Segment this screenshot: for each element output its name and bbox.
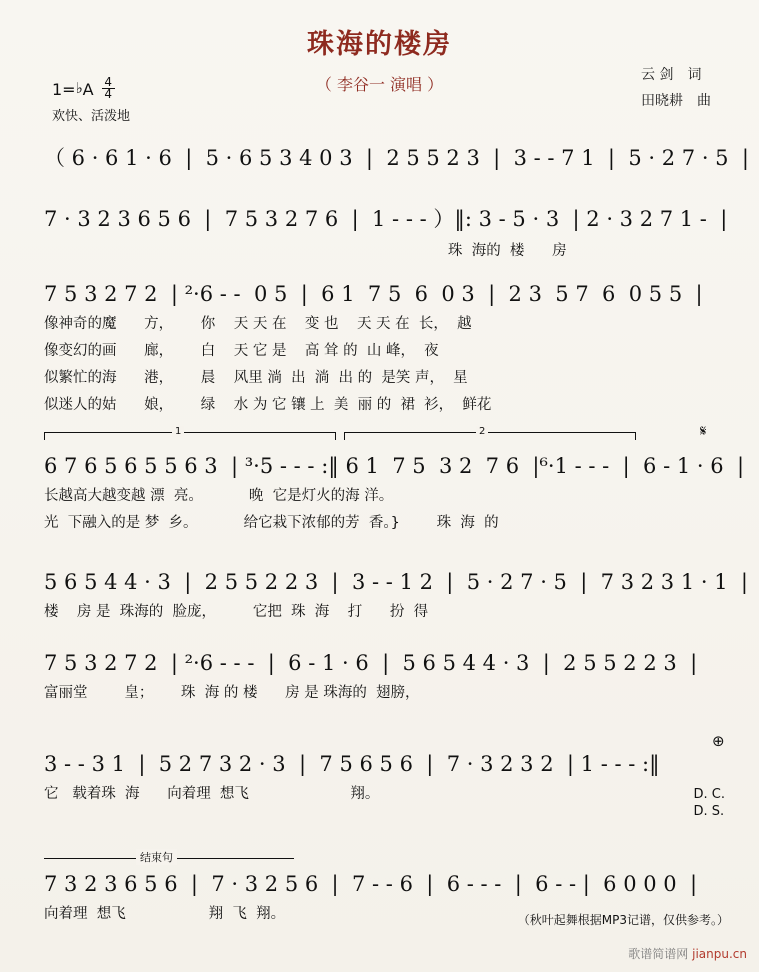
tempo-marking: 欢快、活泼地: [52, 109, 131, 124]
repeat-bracket-1: [44, 432, 336, 440]
credit-lyricist: 云 剑 词: [641, 67, 702, 83]
notes-line: （ 6 · 6 1 · 6 | 5 · 6 5 3 4 0 3 | 2 5 5 2 3 | 3 - - 7 1 | 5 · 2 7 · 5 |: [44, 146, 749, 170]
repeat-bracket-1-label: 1: [172, 426, 184, 437]
coda-icon: ⊕: [712, 732, 725, 750]
notes-line: 3 - - 3 1 | 5 2 7 3 2 · 3 | 7 5 6 5 6 | 7 · 3 2 3 2 | 1 - - - :‖: [44, 752, 660, 776]
lyrics-line: 它 载着珠 海 向着理 想飞 翔。: [44, 786, 380, 802]
notes-line: 7 5 3 2 7 2 | ²·6 - - 0 5 | 6 1 7 5 6 0 3 | 2 3 5 7 6 0 5 5 |: [44, 282, 703, 306]
notes-line: 7 · 3 2 3 6 5 6 | 7 5 3 2 7 6 | 1 - - - ）‖: 3 - 5 · 3 | 2 · 3 2 7 1 - |: [44, 207, 728, 231]
flat-icon: ♭: [75, 79, 83, 97]
time-signature: $\frac{4}{4}$: [102, 77, 115, 100]
lyrics-line: 珠 海的 楼 房: [448, 243, 567, 259]
repeat-bracket-2-label: 2: [476, 426, 488, 437]
system-7: [0, 732, 759, 819]
notes-line: 6 7 6 5 6 5 5 6 3 | ³·5 - - - :‖ 6 1 7 5 3 2 7 6 |⁶·1 - - - | 6 - 1 · 6 |: [44, 454, 745, 478]
lyrics-line: 富丽堂 皇； 珠 海 的 楼 房 是 珠海的 翅膀，: [44, 685, 420, 701]
lyrics-line-3: 似繁忙的海 港， 晨 风里 淌 出 淌 出 的 是笑 声， 星: [44, 370, 468, 386]
lyrics-line-2: 光 下融入的是 梦 乡。 给它栽下浓郁的芳 香。} 珠 海 的: [44, 515, 499, 531]
lyrics-line-1: 像神奇的魔 方， 你 天 天 在 变 也 天 天 在 长， 越: [44, 316, 472, 332]
lyrics-line: 楼 房 是 珠海的 脸庞， 它把 珠 海 打 扮 得: [44, 604, 429, 620]
lyrics-line-1: 长越高大越变越 漂 亮。 晚 它是灯火的海 洋。: [44, 488, 394, 504]
repeat-bracket-2: [344, 432, 636, 440]
lyrics-line: 向着理 想飞 翔 飞 翔。: [44, 906, 286, 922]
repeat-instruction: D. C. D. S.: [693, 787, 725, 819]
lyrics-line-4: 似迷人的姑 娘， 绿 水 为 它 镶 上 美 丽 的 裙 衫， 鲜花: [44, 397, 492, 413]
notes-line: 7 5 3 2 7 2 | ²·6 - - - | 6 - 1 · 6 | 5 6 5 4 4 · 3 | 2 5 5 2 2 3 |: [44, 651, 698, 675]
watermark: 歌谱简谱网 jianpu.cn: [628, 947, 747, 961]
performer-subtitle: （ 李谷一 演唱 ）: [315, 75, 444, 94]
system-4: [0, 422, 759, 532]
transcription-note: （秋叶起舞根据MP3记谱，仅供参考。）: [517, 913, 729, 927]
system-1: [0, 142, 759, 172]
ending-section-label: 结束句: [136, 849, 177, 865]
system-2: [0, 203, 759, 260]
notes-line: 5 6 5 4 4 · 3 | 2 5 5 2 2 3 | 3 - - 1 2 | 5 · 2 7 · 5 | 7 3 2 3 1 · 1 |: [44, 570, 749, 594]
system-5: [0, 570, 759, 621]
credits-block: [641, 62, 711, 114]
notes-line: 7 3 2 3 6 5 6 | 7 · 3 2 5 6 | 7 - - 6 | 6 - - - | 6 - - | 6 0 0 0 |: [44, 872, 698, 896]
key-signature: 1=♭A $\frac{4}{4}$: [52, 76, 115, 99]
page-title: 珠海的楼房: [307, 29, 452, 60]
segno-icon: 𝄋: [700, 422, 707, 440]
credit-composer: 田晓耕 曲: [641, 93, 711, 109]
system-6: [0, 651, 759, 702]
system-3: [0, 282, 759, 414]
lyrics-line-2: 像变幻的画 廊， 白 天 它 是 高 耸 的 山 峰， 夜: [44, 343, 439, 359]
